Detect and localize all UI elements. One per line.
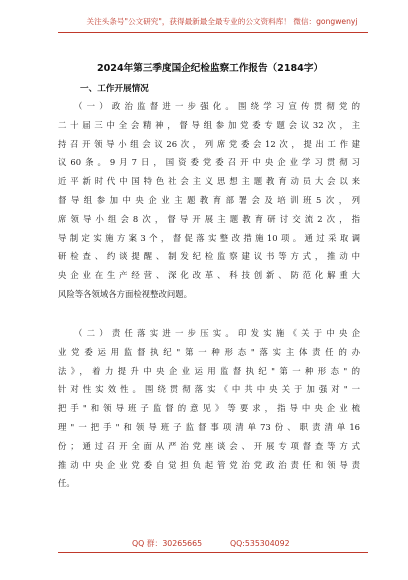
paragraph-line: 业党委运用监督执纪"第一种形态"落实主体责任的办 [58, 346, 360, 357]
paragraph-line: 风险等各领域各方面检视整改问题。 [58, 288, 192, 299]
paragraph-line: 议60条。9月7日，国资委党委召开中央企业学习贯彻习 [58, 157, 360, 168]
section-heading: 一、工作开展情况 [80, 84, 149, 94]
paragraph-line: 督导组参加中央企业主题教育部署会及培训班5次，列 [58, 194, 360, 205]
paragraph-line: 任。 [58, 478, 75, 489]
paragraph-line: 持召开领导小组会议26次，列席党委会12次，提出工作建 [58, 138, 360, 149]
footer [0, 538, 408, 550]
paragraph-line: 研检查、约谈提醒、制发纪检监察建议书等方式，推动中 [58, 251, 360, 262]
paragraph-line: 二十届三中全会精神，督导组参加党委专题会议32次，主 [58, 119, 360, 130]
paragraph-line: 导制定实施方案3个，督促落实整改措施10项。通过采取调 [58, 232, 360, 243]
paragraph-line: 法》，着力提升中央企业运用监督执纪"第一种形态"的 [58, 365, 360, 376]
footer-qq-group: QQ 群：30265665 [132, 539, 203, 548]
paragraph-line: （二）责任落实进一步压实。印发实施《关于中央企 [74, 328, 360, 338]
document-title: 2024年第三季度国企纪检监察工作报告（2184字） [96, 63, 324, 74]
paragraph-responsibility [58, 324, 360, 493]
footer-divider [58, 552, 368, 553]
footer-qq-contact: QQ:535304092 [230, 539, 290, 548]
paragraph-line: （一）政治监督进一步强化。围绕学习宣传贯彻党的 [74, 101, 360, 111]
paragraph-line: 针对性实效性。围绕贯彻落实《中共中央关于加强对"一 [58, 384, 360, 395]
paragraph-line: 席领导小组会8次，督导开展主题教育研讨交流2次，指 [58, 213, 360, 224]
paragraph-line: 把手"和领导班子监督的意见》等要求，指导中央企业梳 [58, 403, 360, 414]
paragraph-line: 央企业在生产经营、深化改革、科技创新、防范化解重大 [58, 270, 360, 281]
header-divider [58, 32, 368, 33]
paragraph-line: 份；通过召开全面从严治党座谈会、开展专项督查等方式 [58, 440, 360, 451]
paragraph-political-supervision [58, 97, 360, 304]
header-banner: 关注头条号"公文研究"，获得最新最全最专业的公文资料库！ 微信：gongwenyj [86, 17, 358, 26]
paragraph-line: 近平新时代中国特色社会主义思想主题教育动员大会以来 [58, 176, 360, 187]
paragraph-line: 推动中央企业党委自觉担负起管党治党政治责任和领导责 [58, 459, 360, 470]
paragraph-line: 理"一把手"和领导班子监督事项清单73份、职责清单16 [58, 421, 360, 432]
